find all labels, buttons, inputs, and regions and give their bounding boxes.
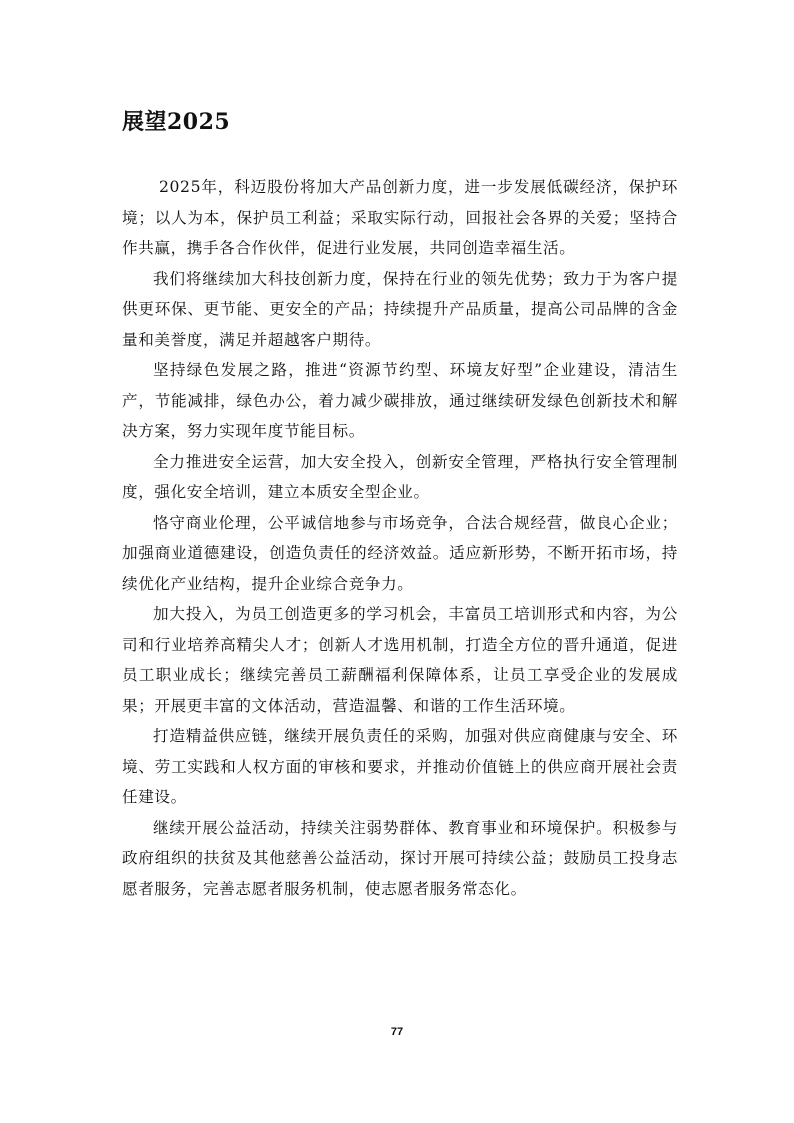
paragraph-public-welfare: 继续开展公益活动，持续关注弱势群体、教育事业和环境保护。积极参与政府组织的扶贫及其他慈善公益活动，探讨开展可持续公益；鼓励员工投身志愿者服务，完善志愿者服务机制，使志愿者服务常态化。 [122,818,678,898]
paragraph-safety: 全力推进安全运营，加大安全投入，创新安全管理，严格执行安全管理制度，强化安全培训，建立本质安全型企业。 [122,452,678,501]
paragraph-intro: 2025年，科迈股份将加大产品创新力度，进一步发展低碳经济，保护环境；以人为本，保护员工利益；采取实际行动，回报社会各界的关爱；坚持合作共赢，携手各合作伙伴，促进行业发展，共同创造幸福生活。 [122,178,678,257]
paragraph-business-ethics: 恪守商业伦理，公平诚信地参与市场竞争，合法合规经营，做良心企业；加强商业道德建设，创造负责任的经济效益。适应新形势，不断开拓市场，持续优化产业结构，提升企业综合竞争力。 [122,513,678,593]
page-title: 展望2025 [122,109,231,135]
paragraph-supply-chain: 打造精益供应链，继续开展负责任的采购，加强对供应商健康与安全、环境、劳工实践和人权方面的审核和要求，并推动价值链上的供应商开展社会责任建设。 [122,727,678,806]
paragraph-employees: 加大投入，为员工创造更多的学习机会，丰富员工培训形式和内容，为公司和行业培养高精尖人才；创新人才选用机制，打造全方位的晋升通道，促进员工职业成长；继续完善员工薪酬福利保障体系，让员工享受企业的发展成果；开展更丰富的文体活动，营造温馨、和谐的工作生活环境。 [122,605,678,715]
page-number: 77 [390,1026,404,1038]
body-text [122,172,678,904]
paragraph-green-development: 坚持绿色发展之路，推进“资源节约型、环境友好型”企业建设，清洁生产，节能减排，绿色办公，着力减少碳排放，通过继续研发绿色创新技术和解决方案，努力实现年度节能目标。 [122,361,678,440]
paragraph-innovation: 我们将继续加大科技创新力度，保持在行业的领先优势；致力于为客户提供更环保、更节能、更安全的产品；持续提升产品质量，提高公司品牌的含金量和美誉度，满足并超越客户期待。 [122,269,678,349]
